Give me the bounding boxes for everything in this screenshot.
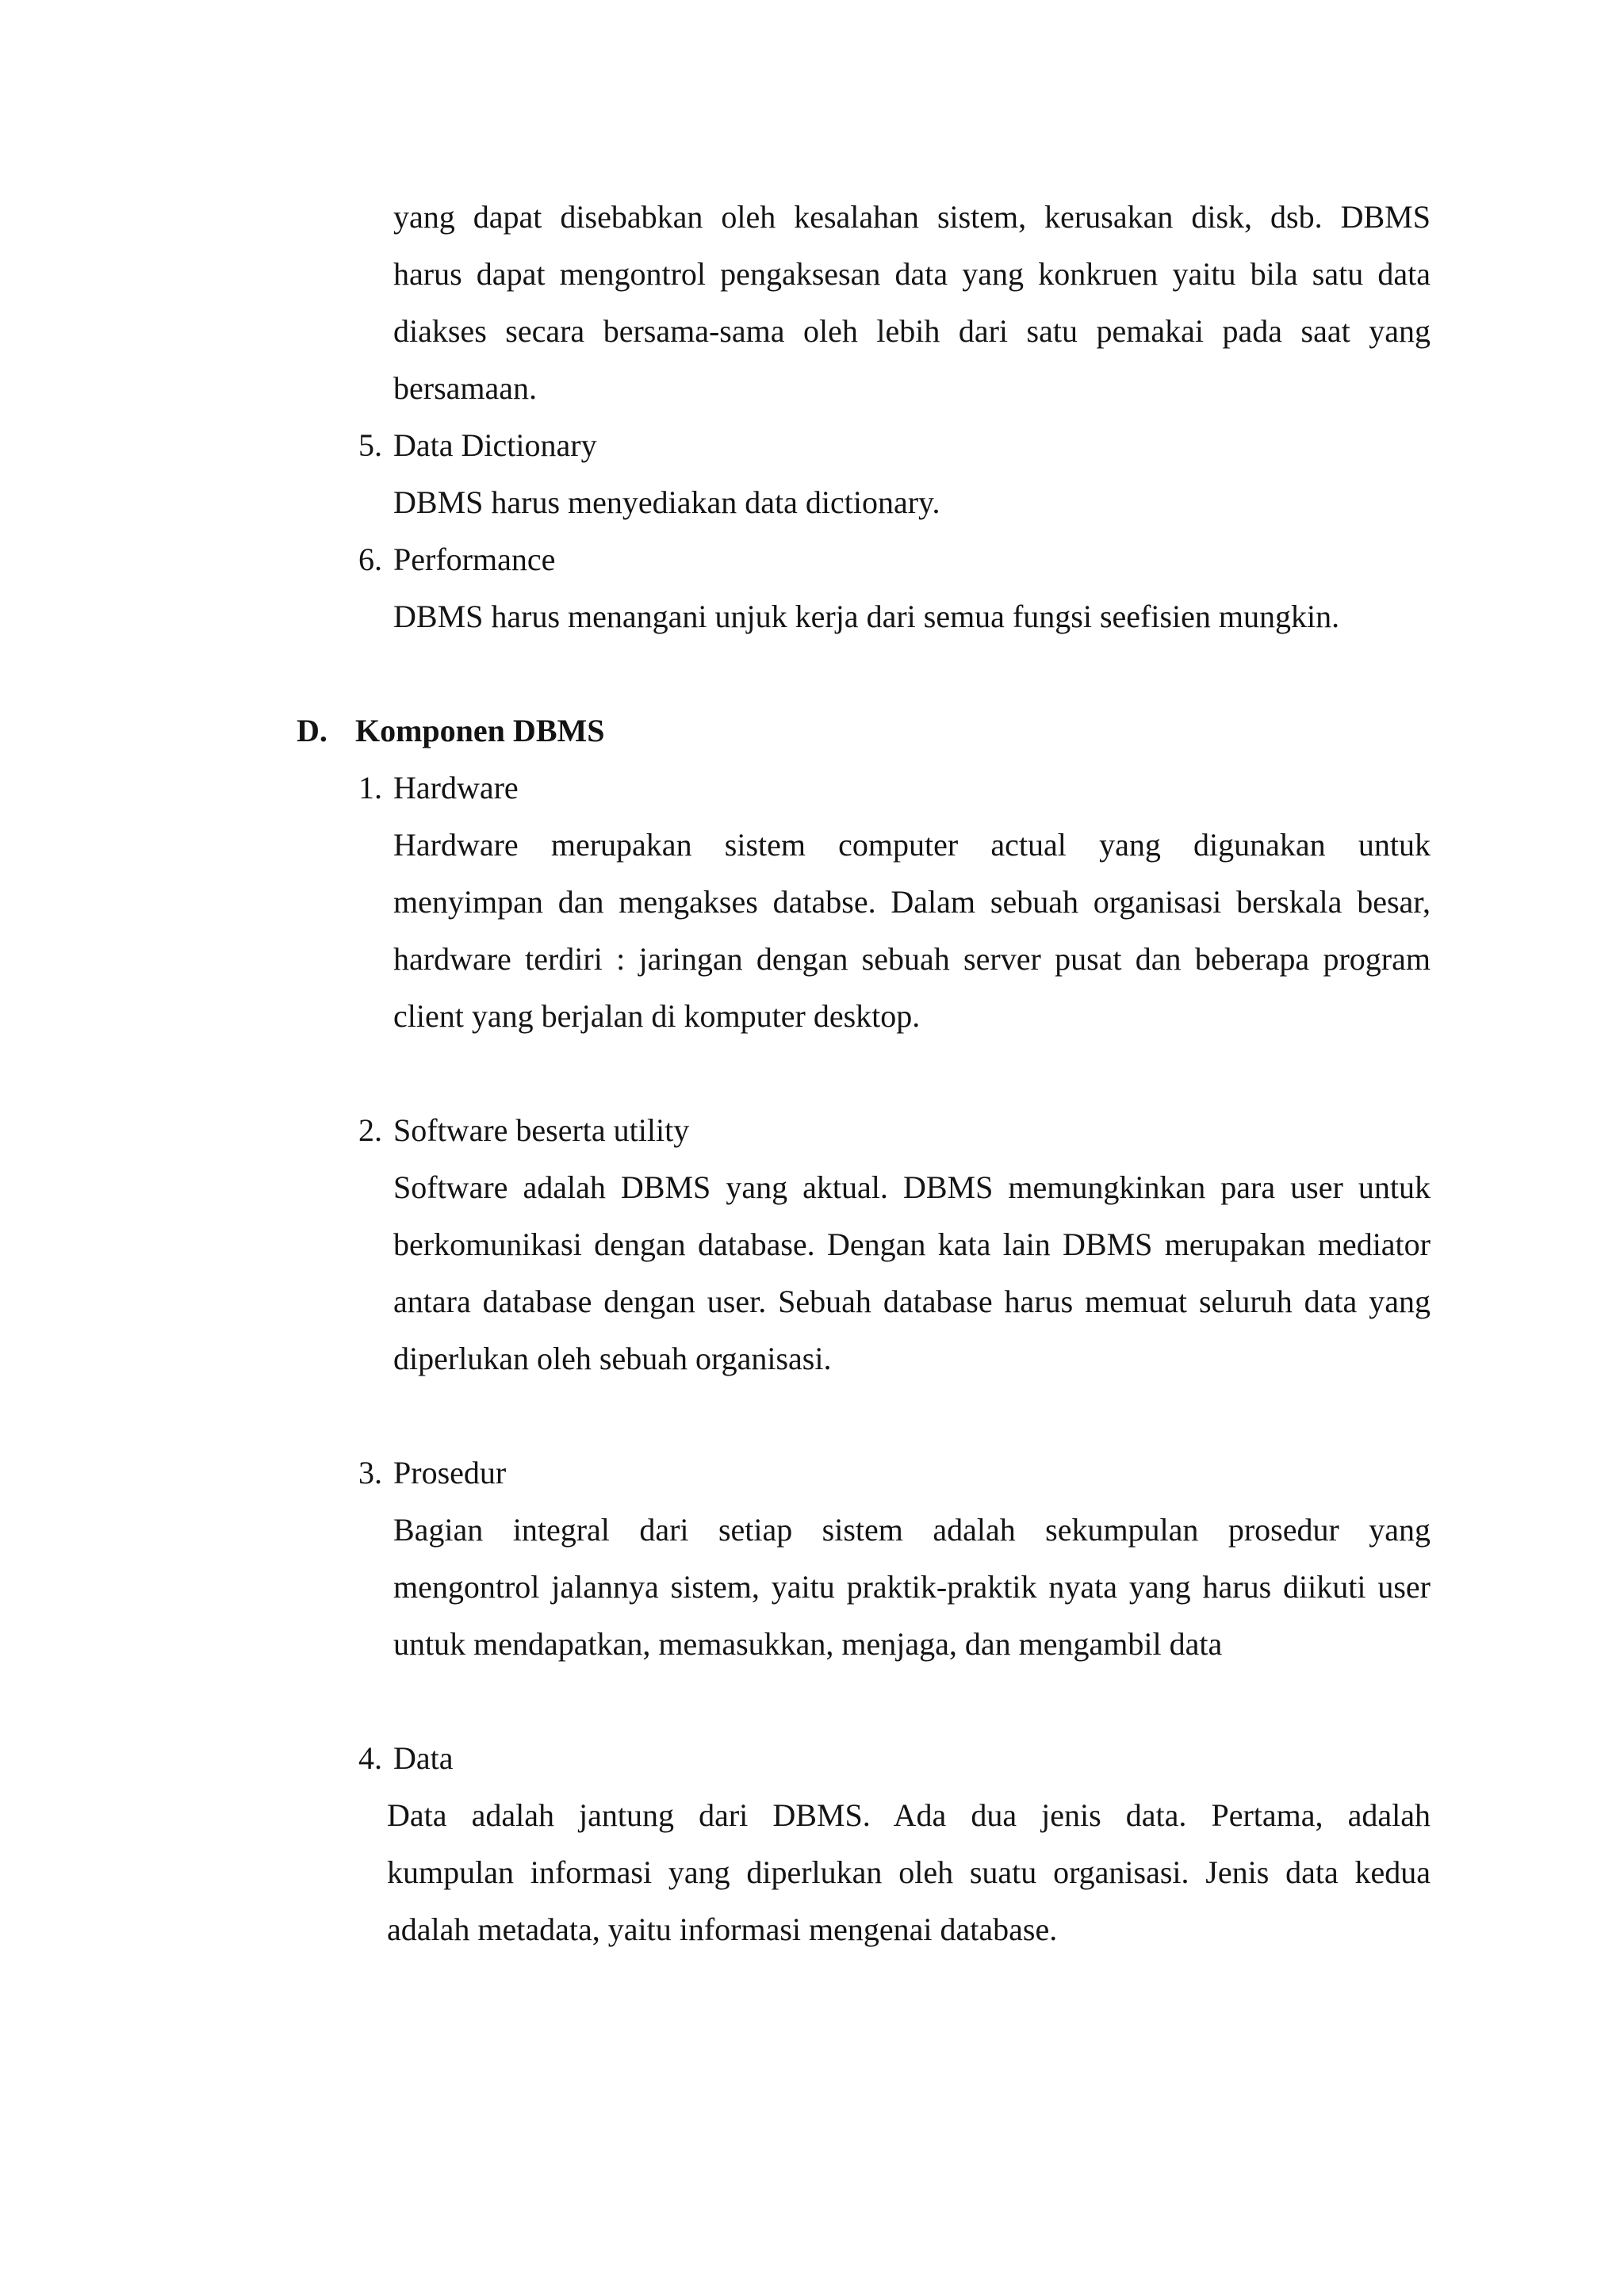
list-number: 3. <box>358 1455 382 1490</box>
list-item-title: Software beserta utility <box>393 1112 690 1148</box>
paragraph-line: antara database dengan user. Sebuah database harus memuat seluruh data yang <box>393 1284 1431 1319</box>
paragraph-line: adalah metadata, yaitu informasi mengenai database. <box>387 1911 1058 1947</box>
list-number: 1. <box>358 770 382 806</box>
section-letter: D. <box>297 713 327 748</box>
paragraph-line: client yang berjalan di komputer desktop. <box>393 998 921 1034</box>
paragraph-line: Data adalah jantung dari DBMS. Ada dua jenis data. Pertama, adalah <box>387 1797 1431 1833</box>
paragraph-line: menyimpan dan mengakses databse. Dalam sebuah organisasi berskala besar, <box>393 884 1431 920</box>
paragraph-line: mengontrol jalannya sistem, yaitu praktik-praktik nyata yang harus diikuti user <box>393 1569 1431 1605</box>
paragraph-line: berkomunikasi dengan database. Dengan kata lain DBMS merupakan mediator <box>393 1226 1431 1262</box>
paragraph-line: diperlukan oleh sebuah organisasi. <box>393 1341 832 1376</box>
section-heading: Komponen DBMS <box>355 713 605 748</box>
paragraph-line: Bagian integral dari setiap sistem adalah sekumpulan prosedur yang <box>393 1512 1431 1548</box>
list-item-title: Data <box>393 1740 454 1776</box>
paragraph-line: bersamaan. <box>393 370 538 406</box>
paragraph-line: diakses secara bersama-sama oleh lebih dari satu pemakai pada saat yang <box>393 313 1431 349</box>
list-number: 4. <box>358 1740 382 1776</box>
paragraph-line: untuk mendapatkan, memasukkan, menjaga, dan mengambil data <box>393 1626 1223 1662</box>
list-item-title: Hardware <box>393 770 519 806</box>
list-item-title: Performance <box>393 541 556 577</box>
paragraph-line: yang dapat disebabkan oleh kesalahan sistem, kerusakan disk, dsb. DBMS <box>393 199 1431 235</box>
list-number: 2. <box>358 1112 382 1148</box>
paragraph-line: harus dapat mengontrol pengaksesan data yang konkruen yaitu bila satu data <box>393 256 1431 292</box>
list-number: 6. <box>358 541 382 577</box>
list-number: 5. <box>358 427 382 463</box>
paragraph-line: DBMS harus menyediakan data dictionary. <box>393 484 940 520</box>
paragraph-line: hardware terdiri : jaringan dengan sebuah server pusat dan beberapa program <box>393 941 1431 977</box>
paragraph-line: DBMS harus menangani unjuk kerja dari semua fungsi seefisien mungkin. <box>393 599 1340 634</box>
paragraph-line: kumpulan informasi yang diperlukan oleh suatu organisasi. Jenis data kedua <box>387 1854 1431 1890</box>
paragraph-line: Hardware merupakan sistem computer actual yang digunakan untuk <box>393 827 1431 863</box>
paragraph-line: Software adalah DBMS yang aktual. DBMS memungkinkan para user untuk <box>393 1169 1431 1205</box>
list-item-title: Data Dictionary <box>393 427 597 463</box>
list-item-title: Prosedur <box>393 1455 507 1490</box>
